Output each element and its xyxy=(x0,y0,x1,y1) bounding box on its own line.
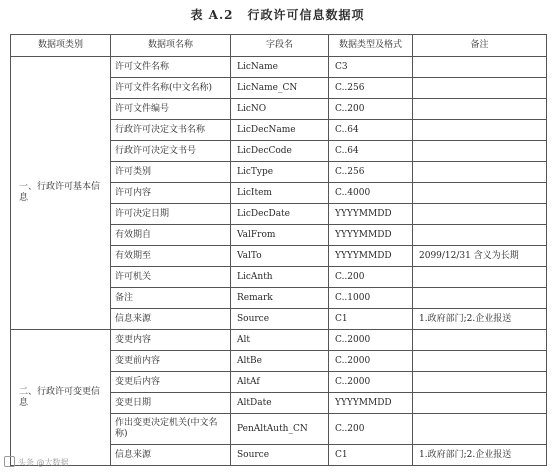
remark-cell xyxy=(413,267,547,288)
remark-cell xyxy=(413,351,547,372)
item-name-cell: 信息来源 xyxy=(111,309,231,330)
item-name-cell: 作出变更决定机关(中文名称) xyxy=(111,414,231,445)
field-name-cell: AltAf xyxy=(231,372,329,393)
field-name-cell: Source xyxy=(231,309,329,330)
data-type-cell: C..2000 xyxy=(329,330,413,351)
remark-cell: 1.政府部门;2.企业报送 xyxy=(413,309,547,330)
data-type-cell: C..4000 xyxy=(329,183,413,204)
field-name-cell: LicItem xyxy=(231,183,329,204)
item-name-cell: 变更前内容 xyxy=(111,351,231,372)
remark-cell xyxy=(413,57,547,78)
watermark-logo-icon xyxy=(4,456,15,467)
data-type-cell: YYYYMMDD xyxy=(329,225,413,246)
data-type-cell: C..256 xyxy=(329,78,413,99)
table-title xyxy=(0,6,555,23)
remark-cell xyxy=(413,99,547,120)
data-type-cell: YYYYMMDD xyxy=(329,393,413,414)
header-remarks: 备注 xyxy=(413,35,547,57)
remark-cell xyxy=(413,141,547,162)
remark-cell: 2099/12/31 含义为长期 xyxy=(413,246,547,267)
remark-cell xyxy=(413,330,547,351)
remark-cell xyxy=(413,204,547,225)
data-type-cell: C..200 xyxy=(329,414,413,445)
remark-cell: 1.政府部门;2.企业报送 xyxy=(413,445,547,466)
field-name-cell: AltDate xyxy=(231,393,329,414)
remark-cell xyxy=(413,183,547,204)
remark-cell xyxy=(413,288,547,309)
table-row xyxy=(11,330,547,351)
field-name-cell: LicDecName xyxy=(231,120,329,141)
field-name-cell: Source xyxy=(231,445,329,466)
header-data-type: 数据类型及格式 xyxy=(329,35,413,57)
field-name-cell: PenAltAuth_CN xyxy=(231,414,329,445)
data-type-cell: C..1000 xyxy=(329,288,413,309)
field-name-cell: ValTo xyxy=(231,246,329,267)
data-type-cell: YYYYMMDD xyxy=(329,246,413,267)
field-name-cell: AltBe xyxy=(231,351,329,372)
category-cell: 二、行政许可变更信息 xyxy=(11,330,111,466)
remark-cell xyxy=(413,372,547,393)
field-name-cell: LicType xyxy=(231,162,329,183)
item-name-cell: 变更内容 xyxy=(111,330,231,351)
remark-cell xyxy=(413,414,547,445)
field-name-cell: LicDecCode xyxy=(231,141,329,162)
field-name-cell: LicAnth xyxy=(231,267,329,288)
field-name-cell: LicNO xyxy=(231,99,329,120)
item-name-cell: 许可决定日期 xyxy=(111,204,231,225)
header-item-name: 数据项名称 xyxy=(111,35,231,57)
field-name-cell: LicDecDate xyxy=(231,204,329,225)
item-name-cell: 许可文件名称(中文名称) xyxy=(111,78,231,99)
field-name-cell: LicName xyxy=(231,57,329,78)
data-type-cell: C1 xyxy=(329,445,413,466)
item-name-cell: 有效期至 xyxy=(111,246,231,267)
remark-cell xyxy=(413,162,547,183)
data-type-cell: C..200 xyxy=(329,99,413,120)
item-name-cell: 行政许可决定文书名称 xyxy=(111,120,231,141)
category-cell: 一、行政许可基本信息 xyxy=(11,57,111,330)
item-name-cell: 备注 xyxy=(111,288,231,309)
item-name-cell: 变更日期 xyxy=(111,393,231,414)
watermark xyxy=(4,456,69,468)
item-name-cell: 许可文件编号 xyxy=(111,99,231,120)
data-type-cell: C..2000 xyxy=(329,372,413,393)
remark-cell xyxy=(413,225,547,246)
field-name-cell: ValFrom xyxy=(231,225,329,246)
item-name-cell: 行政许可决定文书号 xyxy=(111,141,231,162)
field-name-cell: Remark xyxy=(231,288,329,309)
item-name-cell: 有效期自 xyxy=(111,225,231,246)
data-type-cell: C1 xyxy=(329,309,413,330)
data-type-cell: C..64 xyxy=(329,120,413,141)
table-body xyxy=(11,57,547,466)
item-name-cell: 许可内容 xyxy=(111,183,231,204)
header-category: 数据项类别 xyxy=(11,35,111,57)
data-type-cell: C..2000 xyxy=(329,351,413,372)
item-name-cell: 许可机关 xyxy=(111,267,231,288)
data-items-table xyxy=(10,34,547,466)
data-type-cell: C..64 xyxy=(329,141,413,162)
field-name-cell: LicName_CN xyxy=(231,78,329,99)
field-name-cell: Alt xyxy=(231,330,329,351)
header-row xyxy=(11,35,547,57)
item-name-cell: 信息来源 xyxy=(111,445,231,466)
remark-cell xyxy=(413,393,547,414)
item-name-cell: 变更后内容 xyxy=(111,372,231,393)
header-field-name: 字段名 xyxy=(231,35,329,57)
item-name-cell: 许可文件名称 xyxy=(111,57,231,78)
remark-cell xyxy=(413,120,547,141)
data-type-cell: C..256 xyxy=(329,162,413,183)
table-row xyxy=(11,57,547,78)
data-type-cell: C..200 xyxy=(329,267,413,288)
table-number: 表 A.2 xyxy=(190,8,234,22)
data-type-cell: YYYYMMDD xyxy=(329,204,413,225)
remark-cell xyxy=(413,78,547,99)
data-type-cell: C3 xyxy=(329,57,413,78)
watermark-text: 头条 @大数据 xyxy=(18,458,69,467)
item-name-cell: 许可类别 xyxy=(111,162,231,183)
table-title-text: 行政许可信息数据项 xyxy=(247,8,365,22)
